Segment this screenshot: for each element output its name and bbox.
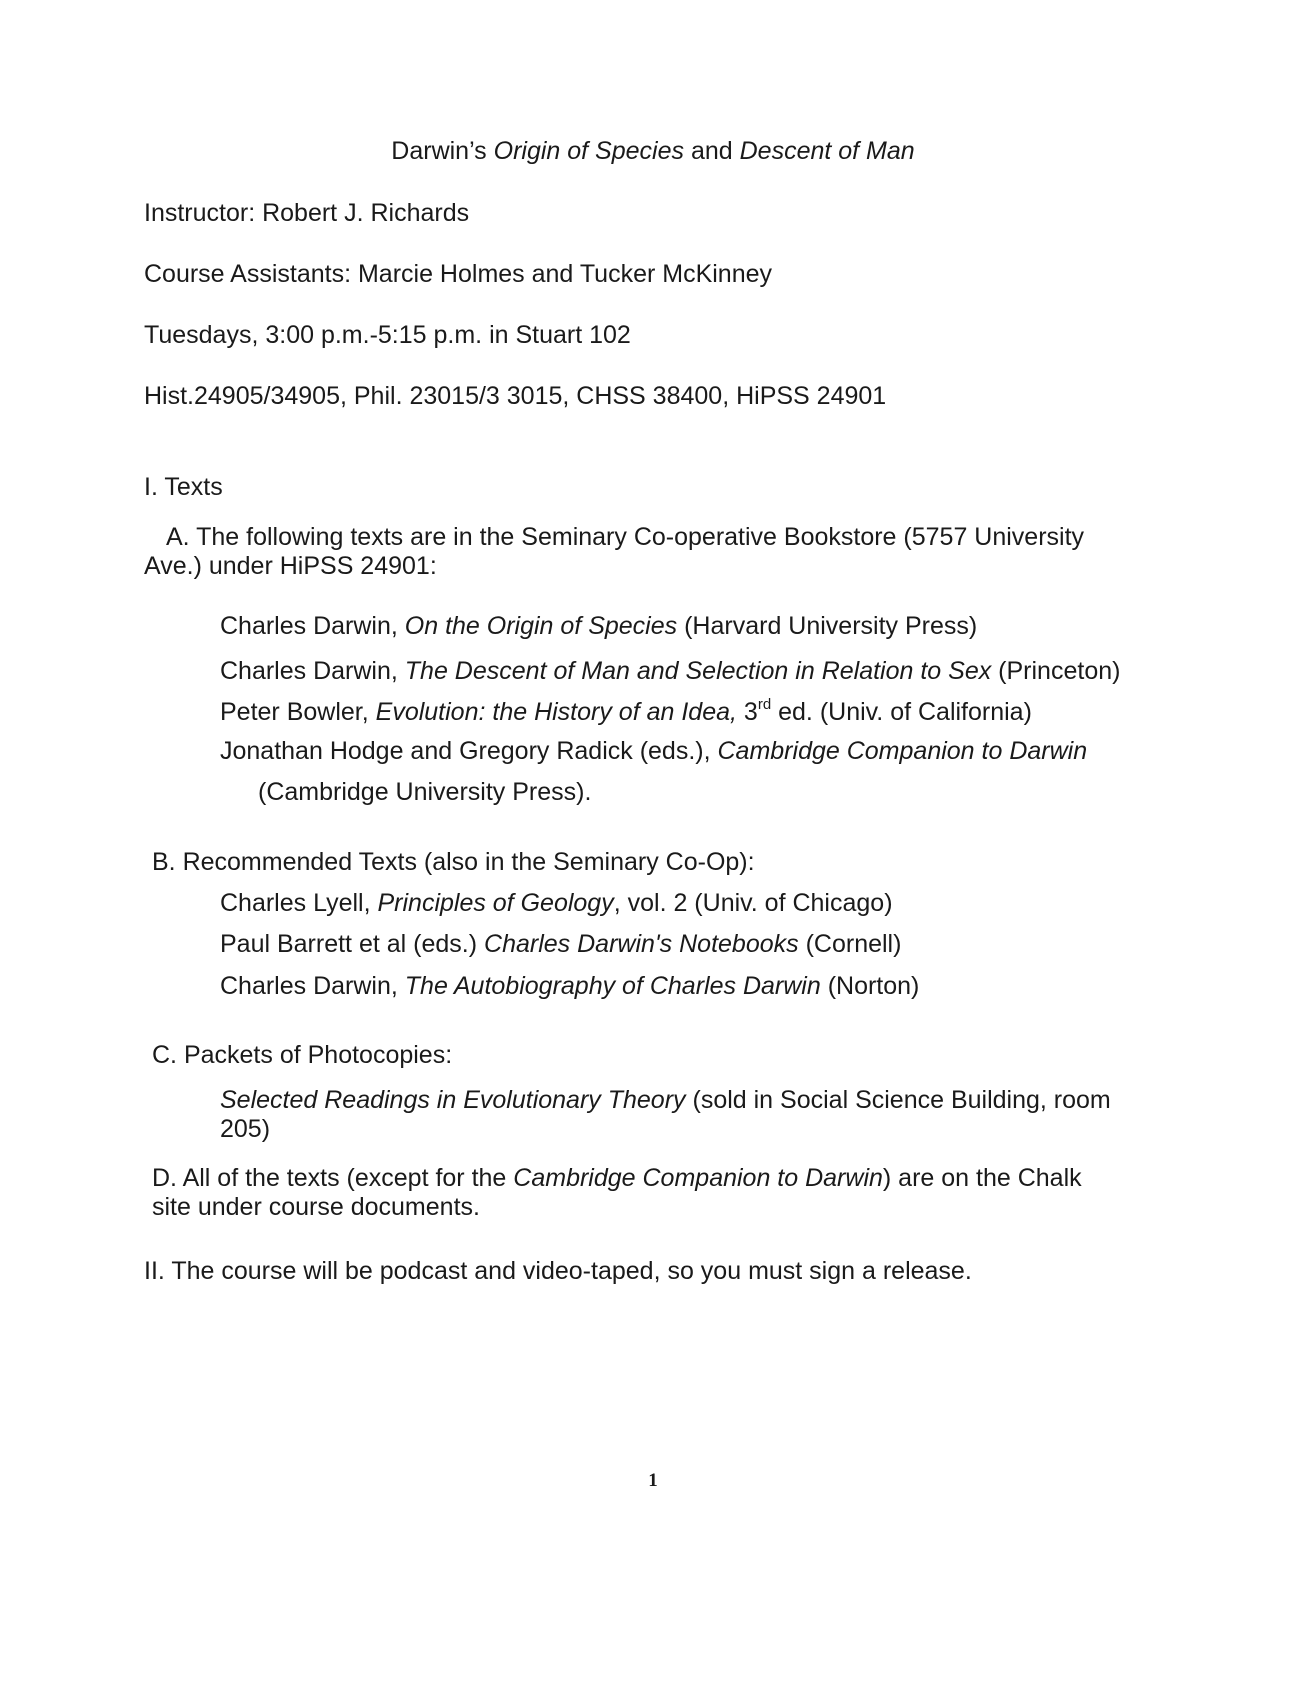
schedule-line: Tuesdays, 3:00 p.m.-5:15 p.m. in Stuart 102: [144, 321, 631, 349]
section-b-heading: B. Recommended Texts (also in the Seminary Co-Op):: [152, 848, 755, 876]
packet-entry-continuation: 205): [220, 1115, 271, 1143]
assistants-line: Course Assistants: Marcie Holmes and Tucker McKinney: [144, 260, 773, 288]
book-entry: Charles Darwin, The Descent of Man and Selection in Relation to Sex (Princeton): [220, 657, 1121, 685]
section-c-heading: C. Packets of Photocopies:: [152, 1041, 453, 1069]
title-prefix: Darwin’s: [391, 137, 494, 165]
course-numbers-line: Hist.24905/34905, Phil. 23015/3 3015, CHSS 38400, HiPSS 24901: [144, 382, 887, 410]
packet-entry: Selected Readings in Evolutionary Theory (sold in Social Science Building, room: [220, 1086, 1111, 1114]
book-entry: Charles Darwin, The Autobiography of Charles Darwin (Norton): [220, 972, 920, 1000]
title-book-origin: Origin of Species: [493, 137, 684, 165]
section-d-line1: D. All of the texts (except for the Cambridge Companion to Darwin) are on the Chalk: [152, 1164, 1082, 1192]
book-entry: Paul Barrett et al (eds.) Charles Darwin's Notebooks (Cornell): [220, 930, 902, 958]
instructor-line: Instructor: Robert J. Richards: [144, 199, 470, 227]
book-entry-continuation: (Cambridge University Press).: [258, 778, 592, 806]
title-conjunction: and: [684, 137, 740, 165]
section-a-line2: Ave.) under HiPSS 24901:: [144, 552, 437, 580]
page-number: 1: [648, 1470, 658, 1491]
book-entry: Peter Bowler, Evolution: the History of an Idea, 3rd ed. (Univ. of California): [220, 695, 1032, 726]
book-entry: Charles Lyell, Principles of Geology, vol. 2 (Univ. of Chicago): [220, 889, 893, 917]
book-entry: Jonathan Hodge and Gregory Radick (eds.), Cambridge Companion to Darwin: [220, 737, 1088, 765]
document-title: [0, 136, 1306, 166]
section-a-line1: A. The following texts are in the Seminary Co-operative Bookstore (5757 University: [166, 523, 1085, 551]
section-podcast-line: II. The course will be podcast and video-taped, so you must sign a release.: [144, 1257, 972, 1285]
book-entry: Charles Darwin, On the Origin of Species (Harvard University Press): [220, 612, 978, 640]
title-book-descent: Descent of Man: [739, 137, 915, 165]
section-texts-heading: I. Texts: [144, 473, 223, 501]
section-d-line2: site under course documents.: [152, 1193, 480, 1221]
